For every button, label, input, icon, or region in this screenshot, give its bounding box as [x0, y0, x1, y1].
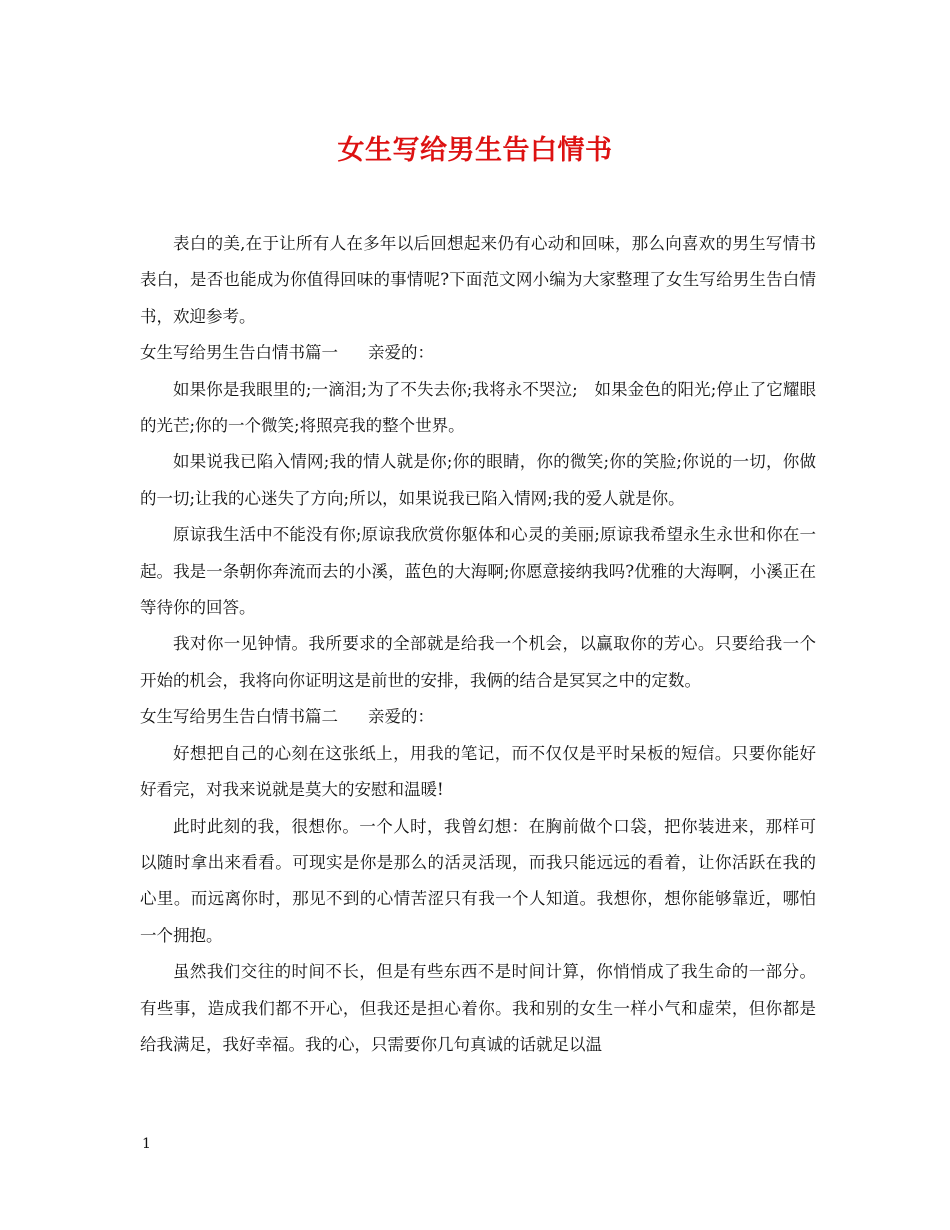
section-title: 女生写给男生告白情书篇一 [140, 343, 338, 363]
body-paragraph: 如果说我已陷入情网;我的情人就是你;你的眼睛，你的微笑;你的笑脸;你说的一切，你做的一切;让我的心迷失了方向;所以，如果说我已陷入情网;我的爱人就是你。 [140, 452, 816, 508]
intro-paragraph: 表白的美,在于让所有人在多年以后回想起来仍有心动和回味，那么向喜欢的男生写情书表白，是否也能成为你值得回味的事情呢?下面范文网小编为大家整理了女生写给男生告白情书，欢迎参考。 [140, 234, 816, 326]
body-paragraph: 好想把自己的心刻在这张纸上，用我的笔记，而不仅仅是平时呆板的短信。只要你能好好看完，对我来说就是莫大的安慰和温暖! [140, 743, 816, 800]
body-paragraph: 原谅我生活中不能没有你;原谅我欣赏你躯体和心灵的美丽;原谅我希望永生永世和你在一起。我是一条朝你奔流而去的小溪，蓝色的大海啊;你愿意接纳我吗?优雅的大海啊，小溪正在等待你的回答。 [140, 525, 816, 618]
salutation: 亲爱的： [368, 343, 434, 363]
salutation: 亲爱的： [368, 707, 434, 727]
section-heading-2 [140, 699, 816, 735]
body-paragraph: 如果你是我眼里的;一滴泪;为了不失去你;我将永不哭泣; 如果金色的阳光;停止了它耀眼的光芒;你的一个微笑;将照亮我的整个世界。 [140, 379, 816, 436]
page-number: 1 [142, 1136, 151, 1152]
body-paragraph: 此时此刻的我，很想你。一个人时，我曾幻想：在胸前做个口袋，把你装进来，那样可以随时拿出来看看。可现实是你是那么的活灵活现，而我只能远远的看着，让你活跃在我的心里。而远离你时，那见不到的心情苦涩只有我一个人知道。我想你，想你能够靠近，哪怕一个拥抱。 [140, 816, 816, 945]
section-heading-1 [140, 335, 816, 371]
body-paragraph: 我对你一见钟情。我所要求的全部就是给我一个机会，以赢取你的芳心。只要给我一个开始的机会，我将向你证明这是前世的安排，我俩的结合是冥冥之中的定数。 [140, 634, 816, 690]
document-title: 女生写给男生告白情书 [337, 135, 613, 166]
section-title: 女生写给男生告白情书篇二 [140, 707, 338, 727]
body-paragraph: 虽然我们交往的时间不长，但是有些东西不是时间计算，你悄悄成了我生命的一部分。有些事，造成我们都不开心，但我还是担心着你。我和别的女生一样小气和虚荣，但你都是给我满足，我好幸福。我的心，只需要你几句真诚的话就足以温 [140, 962, 816, 1054]
document-body [140, 226, 816, 1063]
